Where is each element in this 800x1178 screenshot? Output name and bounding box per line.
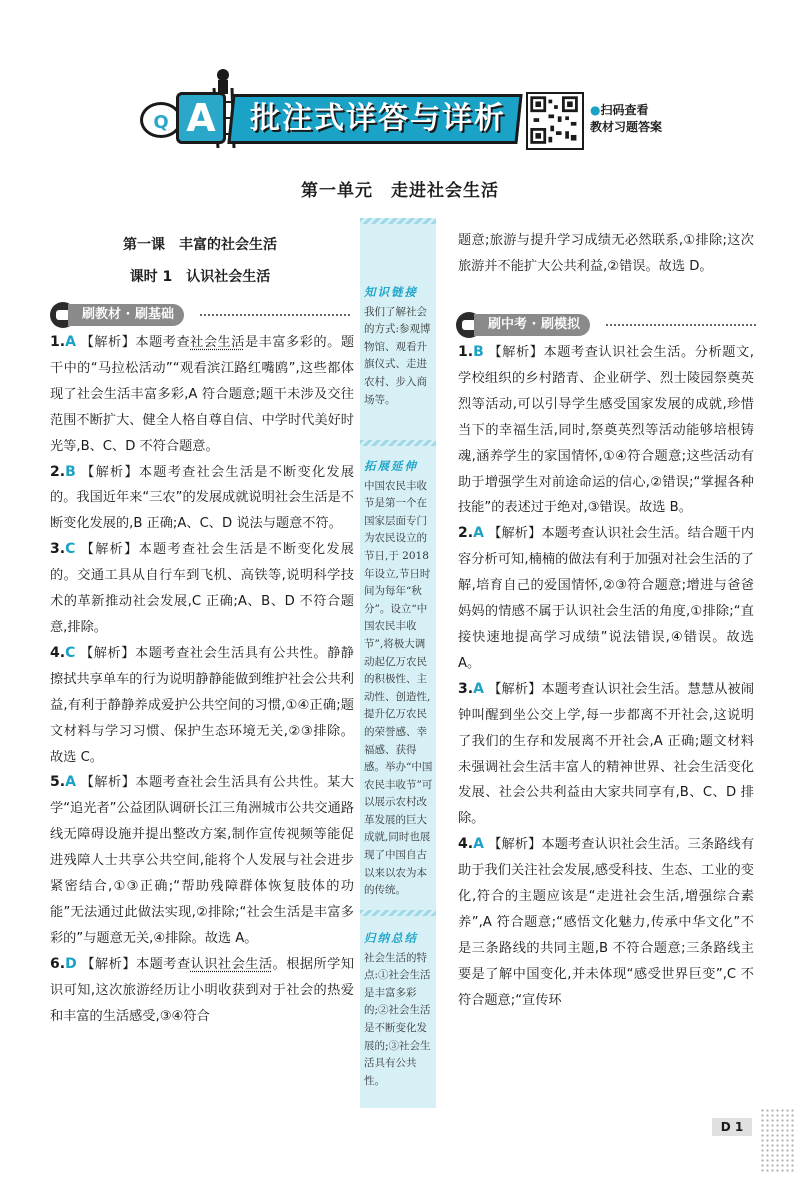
list-item xyxy=(50,770,354,951)
section-tag-exam xyxy=(456,312,756,338)
section-tag-textbook xyxy=(50,302,350,328)
item-number: 1. xyxy=(458,344,474,360)
scan-icon: ● xyxy=(590,103,601,117)
answer-letter: B xyxy=(65,463,76,480)
section-label: 刷教材 · 刷基础 xyxy=(68,304,184,326)
qr-note-line1: 扫码查看 xyxy=(600,103,649,117)
analysis-tag: 【解析】 xyxy=(81,464,139,480)
item-number: 4. xyxy=(50,644,66,661)
keyword: 认识社会生活 xyxy=(190,956,273,972)
note-knowledge-link xyxy=(364,284,434,409)
note-summary xyxy=(364,930,434,1090)
analysis-tag: 【解析】 xyxy=(488,526,542,542)
annotation-sidebar xyxy=(360,218,436,1108)
list-item xyxy=(458,521,754,676)
answer-letter: C xyxy=(65,644,76,661)
left-column xyxy=(50,330,354,1029)
analysis-tag: 【解析】 xyxy=(81,956,136,972)
item-text: 本题考查认识社会生活。分析题文,学校组织的乡村踏青、企业研学、烈士陵园祭奠英烈等活动,可以引导学生感受国家发展的成就,珍惜当下的幸福生活,同时,祭奠英烈等活动能够培根铸魂,涵养学生的家国情怀,①④符合题意;这些活动有助于增强学生对前途命运的信心,②错误;“掌握各种技能”的表述过于绝对,③错误。故选 B。 xyxy=(458,345,754,516)
item-text: 本题考查社会生活具有公共性。静静擦拭共享单车的行为说明静静能做到维护社会公共利益,有利于静静养成爱护公共空间的习惯,①④正确;题文材料与学习习惯、保护生态环境无关,②③排除。故选 C。 xyxy=(50,645,354,765)
item-number: 3. xyxy=(50,541,66,558)
analysis-tag: 【解析】 xyxy=(80,542,139,558)
period-title: 课时 1 认识社会生活 xyxy=(129,269,271,285)
analysis-tag: 【解析】 xyxy=(488,345,544,360)
unit-title: 第一单元 走进社会生活 xyxy=(301,181,499,201)
item-text: 本题考查 xyxy=(135,335,191,350)
item-text: 本题考查社会生活具有公共性。某大学“追光者”公益团队调研长江三角洲城市公共交通路线无障碍设施并提出整改方案,制作宣传视频等能促进残障人士共享公共空间,能将个人发展与社会进步紧密结合,①③正确;“帮助残障群体恢复肢体的功能”无法通过此做法实现,②排除;“社会生活是丰富多彩的”与题意无关,④排除。故选 A。 xyxy=(50,775,354,946)
item-text: 题意;旅游与提升学习成绩无必然联系,①排除;这次旅游并不能扩大公共利益,②错误。故选 D。 xyxy=(458,233,754,274)
item-number: 3. xyxy=(458,680,474,697)
note-text: 社会生活的特点:①社会生活是丰富多彩的;②社会生活是不断变化发展的;③社会生活具有公共性。 xyxy=(364,951,431,1087)
item-text: 本题考查认识社会生活。结合题干内容分析可知,楠楠的做法有利于加强对社会生活的了解,培育自己的爱国情怀,②③符合题意;增进与爸爸妈妈的情感不属于认识社会生活的角度,①排除;“直接快速地提高学习成绩”说法错误,④错误。故选 A。 xyxy=(458,526,755,671)
item-text: 本题考查社会生活是不断变化发展的。我国近年来“三农”的发展成就说明社会生活是不断变化发展的,B 正确;A、C、D 说法与题意不符。 xyxy=(50,464,355,532)
list-item xyxy=(458,677,754,832)
qr-code-icon[interactable] xyxy=(526,92,584,150)
answer-letter: A xyxy=(473,836,484,853)
right-continuation xyxy=(458,228,754,280)
section-label: 刷中考 · 刷模拟 xyxy=(474,314,590,336)
item-number: 4. xyxy=(458,836,474,853)
note-text: 我们了解社会的方式:参观博物馆、观看升旗仪式、走进农村、步入商场等。 xyxy=(364,305,431,406)
keyword: 社会生活 xyxy=(190,335,245,350)
answer-letter: C xyxy=(65,541,76,558)
answer-letter: B xyxy=(473,344,484,360)
item-text: 本题考查社会生活是不断变化发展的。交通工具从自行车到飞机、高铁等,说明科学技术的革新推动社会发展,C 正确;A、B、D 不符合题意,排除。 xyxy=(50,542,354,635)
list-item xyxy=(50,330,354,460)
item-text: 。根据所学知识可知,这次旅游经历让小明收获到对于社会的热爱和丰富的生活感受,③④符合 xyxy=(50,956,355,1024)
list-item xyxy=(458,340,754,521)
analysis-tag: 【解析】 xyxy=(488,681,542,697)
a-block-logo: A xyxy=(176,92,226,144)
q-bubble-logo: Q xyxy=(140,102,182,138)
qr-note-line2: 教材习题答案 xyxy=(590,120,663,134)
list-item xyxy=(458,832,754,1013)
note-extension xyxy=(364,458,434,900)
answer-letter: A xyxy=(473,680,484,697)
right-column xyxy=(458,340,754,1014)
item-number: 1. xyxy=(50,334,66,350)
list-item xyxy=(50,641,354,771)
answer-letter: A xyxy=(473,525,484,542)
item-text: 本题考查认识社会生活。三条路线有助于我们关注社会发展,感受科技、生态、工业的变化,符合的主题应该是“走进社会生活,增强综合素养”,A 符合题意;“感悟文化魅力,传承中华文化”不是三条路线的共同主题,B 不符合题意;三条路线主要是了解中国变化,并未体现“感受世界巨变”,C 不符合题意;“宣传环 xyxy=(458,837,755,1008)
note-heading: 知识链接 xyxy=(364,285,418,299)
item-text: 本题考查认识社会生活。慧慧从被闹钟叫醒到坐公交上学,每一步都离不开社会,这说明了我们的生存和发展离不开社会,A 正确;题文材料未强调社会生活丰富人的精神世界、社会生活变化发展、社会公共利益由大家共同享有,B、C、D 排除。 xyxy=(458,681,755,827)
page-number: D 1 xyxy=(712,1118,752,1136)
banner-title: 批注式详答与详析 xyxy=(250,101,506,136)
lesson-title: 第一课 丰富的社会生活 xyxy=(123,237,277,253)
qr-note xyxy=(590,102,680,136)
header-banner xyxy=(140,68,670,154)
answer-letter: A xyxy=(65,334,76,350)
analysis-tag: 【解析】 xyxy=(488,837,542,853)
answer-letter: A xyxy=(65,774,76,791)
analysis-tag: 【解析】 xyxy=(80,335,136,350)
item-number: 2. xyxy=(458,525,474,542)
list-item xyxy=(50,460,354,538)
list-item xyxy=(50,952,354,1030)
item-number: 5. xyxy=(50,774,66,791)
item-text: 是丰富多彩的。题干中的“马拉松活动”“观看滨江路红嘴鸥”,这些都体现了社会生活丰富多彩,A 符合题意;题干未涉及交往范围不断扩大、健全人格自尊自信、中学时代美好时光等,B、C、D 不符合题意。 xyxy=(50,335,355,454)
analysis-tag: 【解析】 xyxy=(80,645,135,661)
note-heading: 归纳总结 xyxy=(364,931,418,945)
item-number: 6. xyxy=(50,955,66,972)
note-text: 中国农民丰收节是第一个在国家层面专门为农民设立的节日,于 2018 年设立,节日时间为每年“秋分”。设立“中国农民丰收节”,将极大调动起亿万农民的积极性、主动性、创造性,提升亿万农民的荣誉感、幸福感、获得感。举办“中国农民丰收节”可以展示农村改革发展的巨大成就,同时也展现了中国自古以来以农为本的传统。 xyxy=(364,479,433,897)
analysis-tag: 【解析】 xyxy=(80,775,136,791)
item-text: 本题考查 xyxy=(135,956,191,972)
note-heading: 拓展延伸 xyxy=(364,459,418,473)
item-number: 2. xyxy=(50,463,66,480)
answer-letter: D xyxy=(65,955,77,972)
list-item xyxy=(50,537,354,641)
corner-decoration xyxy=(760,1108,796,1174)
